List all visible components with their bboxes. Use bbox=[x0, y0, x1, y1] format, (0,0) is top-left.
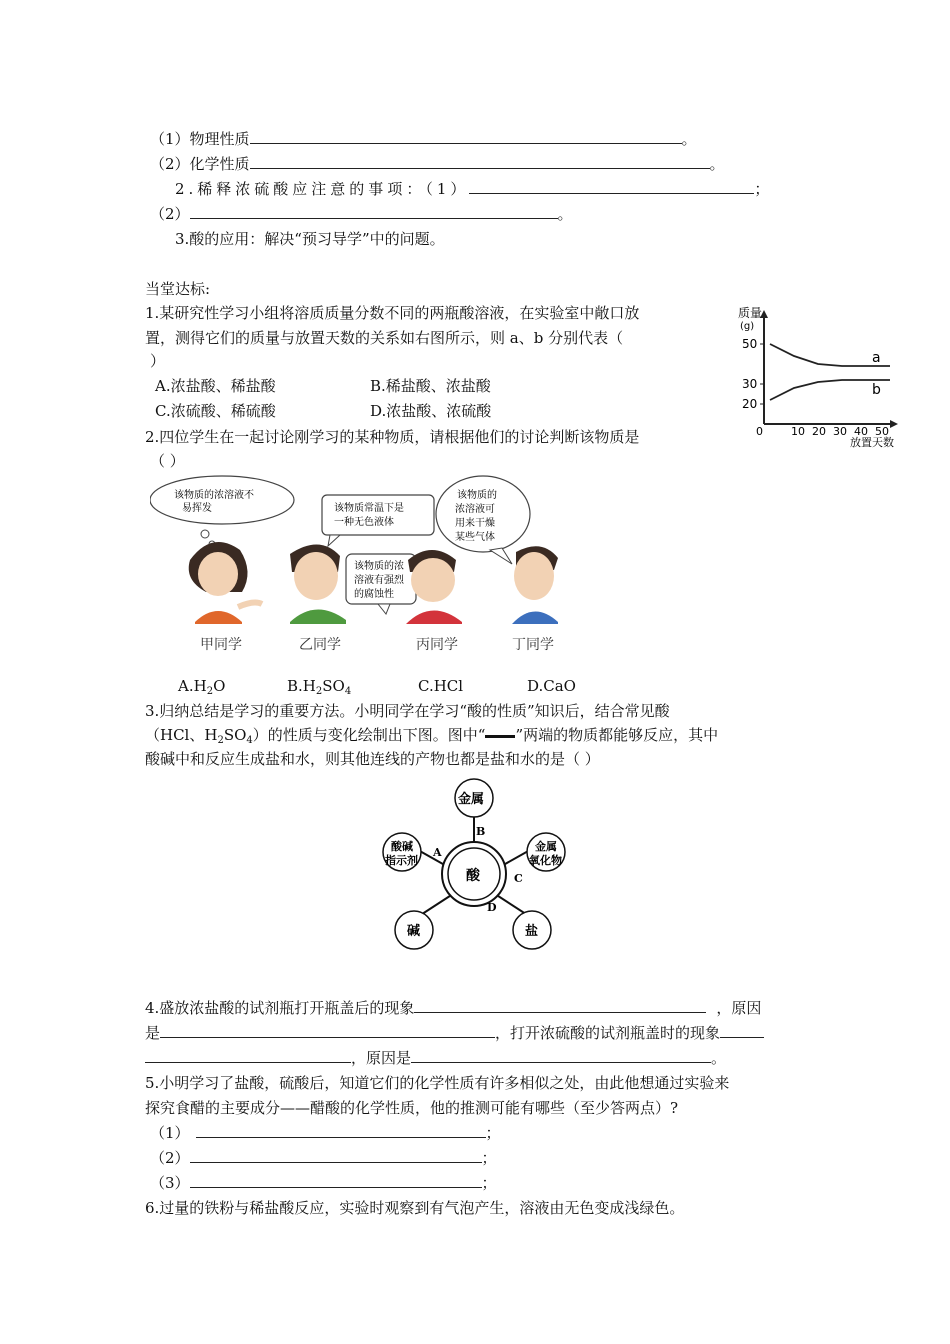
q1-line2: 置，测得它们的质量与放置天数的关系如右图所示，则 a、b 分别代表（ bbox=[145, 329, 624, 347]
chart-xlabel: 放置天数 bbox=[850, 436, 894, 449]
series-label-a: a bbox=[872, 350, 881, 366]
chemical-property-line: （2）化学性质 。 bbox=[150, 155, 725, 173]
q2-option-d[interactable]: D.CaO bbox=[527, 677, 576, 695]
connector-line-icon bbox=[485, 735, 515, 738]
line-label-a: A bbox=[433, 846, 442, 859]
node-base-label: 碱 bbox=[407, 924, 421, 939]
dilute-blank-2[interactable] bbox=[190, 204, 558, 219]
physical-property-blank[interactable] bbox=[250, 129, 682, 144]
student-ding-figure bbox=[512, 546, 558, 624]
bubble4-line2: 溶液有强烈 bbox=[354, 575, 404, 586]
q4-reason-blank-1[interactable] bbox=[160, 1023, 495, 1038]
mass-vs-days-chart bbox=[728, 302, 900, 452]
q1-option-d[interactable]: D.浓盐酸、浓硫酸 bbox=[370, 402, 492, 420]
q5-answer-blank-3[interactable] bbox=[190, 1173, 482, 1188]
dilute-blank-1[interactable] bbox=[469, 179, 754, 194]
bubble3-line2: 浓溶液可 bbox=[455, 504, 495, 515]
q1-line3: ） bbox=[150, 352, 166, 370]
q5-line1: 5.小明学习了盐酸，硫酸后，知道它们的化学性质有许多相似之处，由此他想通过实验来 bbox=[145, 1074, 730, 1092]
q1-option-a[interactable]: A.浓盐酸、稀盐酸 bbox=[155, 377, 276, 395]
node-metal-label: 金属 bbox=[458, 792, 485, 807]
bubble1-line2: 易挥发 bbox=[182, 503, 212, 514]
line-label-c: C bbox=[514, 872, 523, 885]
q3-line3: 酸碱中和反应生成盐和水，则其他连线的产物也都是盐和水的是（ ） bbox=[145, 750, 600, 768]
student-name-yi: 乙同学 bbox=[299, 637, 341, 653]
dilute-sulfuric-line-2: （2） 。 bbox=[150, 205, 573, 223]
node-oxide-label-1: 金属 bbox=[535, 840, 557, 853]
x-tick-label: 50 bbox=[875, 425, 889, 438]
acid-center-label: 酸 bbox=[466, 868, 480, 884]
q5-answer-blank-1[interactable] bbox=[196, 1123, 486, 1138]
dilute-sulfuric-line: 2.稀释浓硫酸应注意的事项：（1） ； bbox=[175, 180, 774, 198]
q4-line2: 是 ，打开浓硫酸的试剂瓶盖时的现象 bbox=[145, 1022, 764, 1044]
q6-line1: 6.过量的铁粉与稀盐酸反应，实验时观察到有气泡产生，溶液由无色变成浅绿色。 bbox=[145, 1199, 685, 1217]
speech-bubble-1 bbox=[150, 476, 294, 547]
q1-option-c[interactable]: C.浓硫酸、稀硫酸 bbox=[155, 402, 276, 420]
q2-option-b[interactable]: $B.H_2SO_4$ bbox=[287, 677, 352, 697]
q4-phenomenon-blank-2a[interactable] bbox=[720, 1023, 764, 1038]
node-indicator-label-1: 酸碱 bbox=[391, 840, 413, 853]
series-label-b: b bbox=[872, 382, 881, 398]
q5-item2: （2） ； bbox=[150, 1149, 497, 1167]
q5-item1: （1） ； bbox=[150, 1124, 501, 1142]
chart-yunit: (g) bbox=[740, 321, 755, 332]
chart-ylabel: 质量 bbox=[738, 306, 763, 320]
student-name-jia: 甲同学 bbox=[200, 637, 242, 653]
q1-option-b[interactable]: B.稀盐酸、浓盐酸 bbox=[370, 377, 491, 395]
q5-line2: 探究食醋的主要成分——醋酸的化学性质，他的推测可能有哪些（至少答两点）? bbox=[145, 1099, 679, 1117]
bubble2-line1: 该物质常温下是 bbox=[334, 503, 404, 514]
q4-reason-blank-2[interactable] bbox=[411, 1048, 711, 1063]
node-oxide-label-2: 氧化物 bbox=[529, 854, 562, 867]
x-tick-label: 10 bbox=[791, 425, 805, 438]
q2-option-a[interactable]: $A.H_2O$ bbox=[178, 677, 226, 697]
student-name-bing: 丙同学 bbox=[416, 637, 458, 653]
q4-phenomenon-blank-2b[interactable] bbox=[145, 1048, 351, 1063]
student-bing-figure bbox=[406, 550, 462, 624]
x-tick-label: 40 bbox=[854, 425, 868, 438]
bubble3-line4: 某些气体 bbox=[455, 532, 495, 543]
student-name-ding: 丁同学 bbox=[512, 637, 554, 653]
physical-property-line: （1）物理性质 。 bbox=[150, 130, 697, 148]
y-tick-label: 20 bbox=[742, 397, 758, 411]
acid-application-line: 3.酸的应用：解决“预习导学”中的问题。 bbox=[175, 230, 445, 248]
bubble3-line1: 该物质的 bbox=[457, 490, 497, 501]
q5-answer-blank-2[interactable] bbox=[190, 1148, 482, 1163]
y-tick-label: 30 bbox=[742, 377, 758, 391]
student-yi-figure bbox=[290, 544, 346, 624]
q2-line1: 2.四位学生在一起讨论刚学习的某种物质，请根据他们的讨论判断该物质是 bbox=[145, 428, 640, 446]
chart-y-ticks bbox=[742, 337, 764, 411]
node-salt-label: 盐 bbox=[525, 924, 539, 939]
chemical-property-blank[interactable] bbox=[250, 154, 710, 169]
x-tick-label: 20 bbox=[812, 425, 826, 438]
speech-bubble-4 bbox=[346, 554, 416, 614]
q4-phenomenon-blank-1[interactable] bbox=[414, 998, 706, 1013]
node-indicator-label-2: 指示剂 bbox=[385, 854, 418, 867]
x-tick-label: 30 bbox=[833, 425, 847, 438]
q2-line2: （ ） bbox=[150, 452, 185, 470]
bubble1-line1: 该物质的浓溶液不 bbox=[174, 490, 254, 501]
q1-line1: 1.某研究性学习小组将溶质质量分数不同的两瓶酸溶液，在实验室中敞口放 bbox=[145, 304, 640, 322]
q4-line3: ，原因是 。 bbox=[145, 1047, 726, 1069]
x-arrow-icon bbox=[890, 420, 898, 428]
section-heading: 当堂达标: bbox=[145, 280, 211, 298]
q4-line1: 4.盛放浓盐酸的试剂瓶打开瓶盖后的现象 ，原因 bbox=[145, 999, 762, 1017]
q5-item3: （3） ； bbox=[150, 1174, 497, 1192]
bubble2-line2: 一种无色液体 bbox=[334, 517, 394, 528]
bubble4-line1: 该物质的浓 bbox=[354, 561, 404, 572]
speech-bubble-3 bbox=[436, 476, 530, 564]
q3-line1: 3.归纳总结是学习的重要方法。小明同学在学习“酸的性质”知识后，结合常见酸 bbox=[145, 702, 670, 720]
acid-properties-diagram bbox=[372, 778, 576, 956]
line-label-d: D bbox=[487, 901, 497, 914]
bubble3-line3: 用来干燥 bbox=[455, 518, 495, 529]
line-label-b: B bbox=[476, 825, 486, 838]
bubble4-line3: 的腐蚀性 bbox=[354, 589, 394, 600]
q2-option-c[interactable]: C.HCl bbox=[418, 677, 464, 695]
y-tick-label: 50 bbox=[742, 337, 758, 351]
q3-line2: （HCl、$H_2SO_4$）的性质与变化绘制出下图。图中“ ”两端的物质都能够反应，其中 bbox=[145, 726, 719, 746]
x-tick-label: 0 bbox=[756, 425, 763, 438]
student-jia-figure bbox=[189, 542, 262, 624]
chart-series bbox=[770, 344, 890, 400]
speech-bubble-2 bbox=[322, 495, 434, 546]
